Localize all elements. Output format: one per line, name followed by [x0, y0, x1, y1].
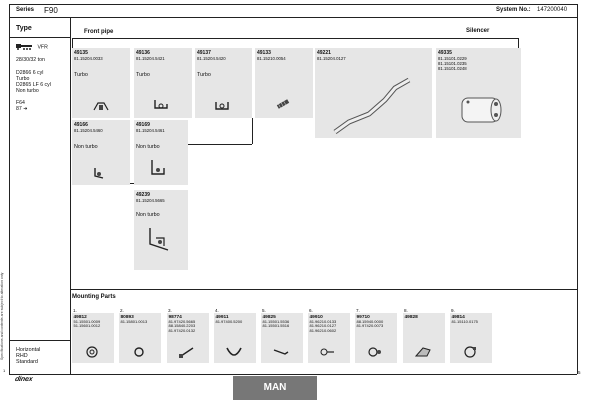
silencer-heading: Silencer: [466, 28, 490, 34]
f64-label: F64: [16, 100, 25, 106]
frame-top-line: [9, 4, 577, 5]
mount-ref-line: 81.96210.0127: [309, 323, 337, 329]
mount-ref: [310, 320, 337, 334]
part-desc: Non turbo: [136, 144, 160, 150]
mount-code: 49910: [309, 314, 323, 320]
part-ref: 81.15204.0033: [74, 55, 103, 61]
part-ref: [438, 56, 467, 71]
front-pipe-heading: Front pipe: [84, 29, 114, 35]
engine1-note: Turbo: [16, 76, 30, 82]
dinex-logo: dinex: [14, 376, 33, 383]
left-column-divider: [70, 17, 71, 374]
part-ref: 81.15204.5461: [136, 127, 165, 133]
sidebar-disclaimer: Specifications and contents are subject to alteration only: [0, 272, 4, 360]
part-desc: Non turbo: [74, 144, 98, 150]
part-code: 49221: [317, 50, 331, 56]
mount-num: 7.: [356, 308, 360, 313]
mount-ref-line: 81.97420.0073: [356, 323, 384, 329]
mount-code: 80893: [120, 314, 134, 320]
part-ref: 81.15204.5460: [74, 127, 103, 133]
mount-ref: [263, 320, 290, 330]
part-code: 49335: [438, 50, 452, 56]
type-divider: [9, 37, 70, 38]
truck-icon: [16, 42, 36, 52]
mounting-parts-heading: Mounting Parts: [72, 294, 116, 300]
part-code: 49239: [136, 192, 150, 198]
mount-card-49910[interactable]: [308, 313, 350, 363]
mount-ref-line: 81.97420.0132: [168, 328, 196, 334]
mount-code: 98774: [168, 314, 182, 320]
mount-ref-line: 81.15801.0013: [120, 318, 148, 324]
part-ref: 81.15204.0127: [317, 55, 346, 61]
mount-card-49828[interactable]: [403, 313, 445, 363]
mount-ref-line: 81.96210.0602: [309, 328, 337, 334]
mount-num: 6.: [309, 308, 313, 313]
series-value: F90: [44, 6, 58, 15]
part-ref: 81.15210.0054: [257, 55, 286, 61]
bracket-icon: [92, 166, 106, 180]
part-ref: 81.15204.5421: [136, 55, 165, 61]
mount-code: 49828: [404, 314, 418, 320]
mount-num: 8.: [404, 308, 408, 313]
f64-row: [16, 106, 28, 112]
silencer-icon: [456, 88, 506, 128]
hook-icon: [271, 344, 291, 360]
type-label: Type: [16, 25, 32, 32]
part-card-49335[interactable]: [436, 48, 521, 138]
page-number: 5: [578, 370, 581, 375]
part-card-49133[interactable]: [255, 48, 313, 118]
connector-top: [72, 38, 518, 39]
connector-v1: [72, 38, 73, 48]
truck-icon-row: [16, 42, 48, 52]
system-no-label: System No.:: [496, 7, 531, 13]
engine2-note: Non turbo: [16, 88, 39, 94]
part-card-49137[interactable]: [195, 48, 252, 118]
part-card-49221[interactable]: [315, 48, 432, 138]
flex-pipe-icon: [275, 98, 291, 110]
mount-ref-line: 81.15110.0175: [451, 318, 478, 324]
mount-num: 2.: [120, 308, 124, 313]
part-ref: 81.15204.5665: [136, 197, 165, 203]
drive-line: RHD: [16, 353, 28, 360]
ring-icon: [129, 344, 149, 360]
part-code: 49169: [136, 122, 150, 128]
part-code: 49137: [197, 50, 211, 56]
mount-ref-line: 81.96210.0133: [309, 318, 337, 324]
mount-num: 5.: [262, 308, 266, 313]
part-desc: Non turbo: [136, 212, 160, 218]
part-desc: Turbo: [74, 72, 88, 78]
mount-ref-line: 88.15940.0000: [356, 318, 384, 324]
connector-v3: [252, 118, 253, 144]
mount-ref: [74, 320, 101, 330]
u-clamp-icon: [224, 344, 244, 360]
bracket-icon: [413, 344, 433, 360]
mount-ref: [121, 320, 148, 325]
clamp-ring-icon: [82, 344, 102, 360]
mount-code: 99710: [356, 314, 370, 320]
part-card-49166[interactable]: [72, 120, 130, 185]
pipe-icon: [329, 70, 419, 136]
connector-h3: [188, 144, 252, 145]
standard-line: Standard: [16, 359, 38, 366]
part-desc: Turbo: [197, 72, 211, 78]
mount-ref-line: 81.15501.5516: [262, 323, 290, 329]
engine1: D2866 6 cyl: [16, 70, 44, 76]
engine2: D2865 LF 6 cyl: [16, 82, 51, 88]
arrow-right-icon: ➜: [23, 106, 28, 112]
washer-icon: [365, 344, 385, 360]
mount-num: 4.: [215, 308, 219, 313]
series-label: Series: [16, 7, 35, 13]
part-code: 49136: [136, 50, 150, 56]
part-card-49169[interactable]: [134, 120, 188, 185]
bolt-icon: [177, 344, 197, 360]
mount-card-80893[interactable]: [119, 313, 161, 363]
mount-num: 1.: [73, 308, 77, 313]
mount-card-49825[interactable]: [261, 313, 303, 363]
bolt-set-icon: [318, 344, 338, 360]
part-code: 49135: [74, 50, 88, 56]
mount-ref-line: 81.97400.5200: [215, 318, 243, 324]
part-ref-line: 81.15101.0229: [438, 55, 467, 61]
tonnage: 28/30/32 ton: [16, 57, 45, 63]
mount-ref-line: 51.15601.0012: [73, 323, 101, 329]
part-desc: Turbo: [136, 72, 150, 78]
mount-ref-line: 51.15501.0009: [73, 318, 101, 324]
part-code: 49166: [74, 122, 88, 128]
mount-ref-line: 81.97420.5665: [168, 318, 196, 324]
orientation-line: Horizontal: [16, 347, 41, 353]
orientation-info: [16, 347, 40, 366]
mount-ref: [169, 320, 196, 334]
bracket-icon: [146, 226, 172, 254]
mount-card-49812[interactable]: [72, 313, 114, 363]
brand-tab: MAN: [233, 376, 317, 400]
mount-ref-line: 88.15840.2203: [168, 323, 196, 329]
clamp-ring-icon: [460, 344, 480, 360]
corner-number: 1: [3, 368, 6, 373]
f64-number: 87: [16, 106, 22, 112]
mount-card-98774[interactable]: [167, 313, 209, 363]
mount-code: 49911: [215, 314, 229, 320]
vfr-label: VFR: [37, 44, 48, 51]
part-code: 49133: [257, 50, 271, 56]
mount-code: 49825: [262, 314, 276, 320]
mount-card-49814[interactable]: [450, 313, 492, 363]
system-no-value: 147200040: [537, 7, 568, 13]
part-card-49135[interactable]: [72, 48, 130, 118]
part-card-49239[interactable]: [134, 190, 188, 270]
frame-left-line: [9, 4, 10, 374]
frame-bottom-line: [9, 374, 577, 375]
bottom-left-divider: [9, 340, 70, 341]
part-card-49136[interactable]: [134, 48, 192, 118]
mounting-divider: [70, 289, 577, 290]
mount-code: 49814: [451, 314, 465, 320]
mount-ref-line: 81.15501.5536: [262, 318, 290, 324]
header-divider: [9, 17, 577, 18]
frame-right-line: [577, 4, 578, 374]
mount-num: 9.: [451, 308, 455, 313]
bracket-icon: [148, 158, 168, 180]
clamp-icon: [92, 100, 110, 112]
connector-v2: [518, 38, 519, 48]
mount-num: 3.: [168, 308, 172, 313]
mount-ref: [452, 320, 478, 325]
mount-ref: [216, 320, 243, 325]
part-ref: 81.15204.5420: [197, 55, 226, 61]
mount-ref: [357, 320, 384, 330]
part-ref-line: 81.15101.0235: [438, 60, 467, 66]
mount-code: 49812: [73, 314, 87, 320]
bracket-icon: [213, 98, 231, 112]
mount-card-99710[interactable]: [355, 313, 397, 363]
mount-card-49911[interactable]: [214, 313, 256, 363]
part-ref-line: 81.15101.0248: [438, 65, 467, 71]
bracket-icon: [152, 98, 170, 112]
